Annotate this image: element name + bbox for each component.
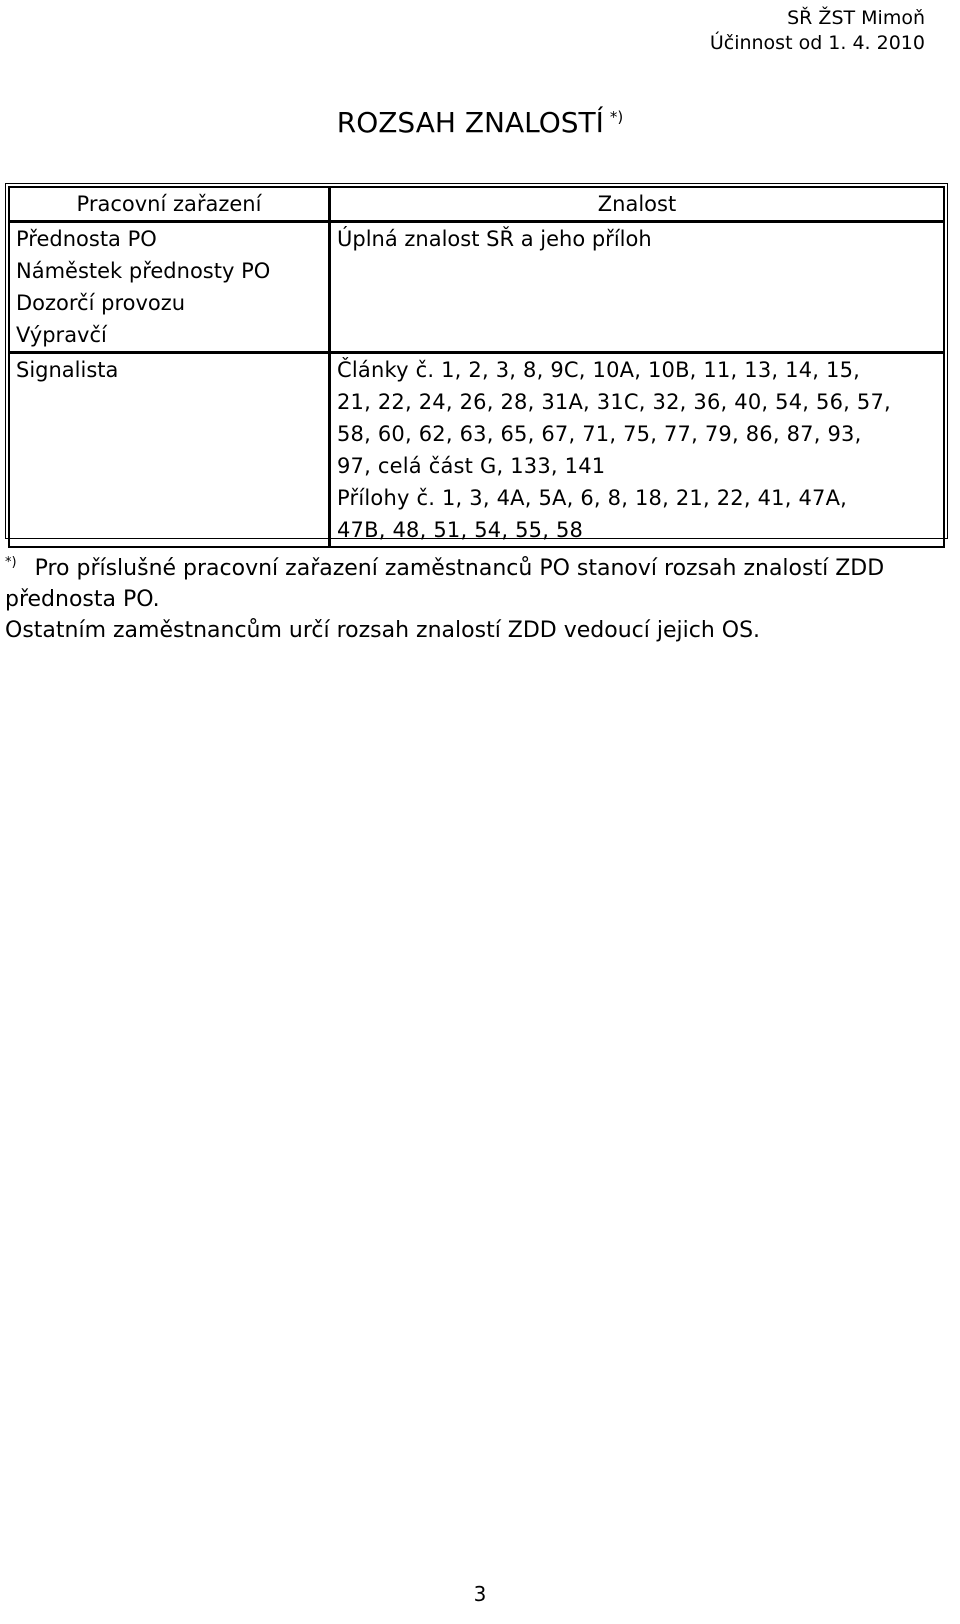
knowledge-cell <box>330 353 945 548</box>
footnote-text: Pro příslušné pracovní zařazení zaměstnanců PO stanoví rozsah znalostí ZDD <box>34 556 885 581</box>
positions-cell <box>9 353 330 548</box>
knowledge-line: 21, 22, 24, 26, 28, 31A, 31C, 32, 36, 40, 54, 56, 57, <box>337 390 891 414</box>
page-number: 3 <box>473 1582 487 1606</box>
footnote-line: Ostatním zaměstnancům určí rozsah znalostí ZDD vedoucí jejich OS. <box>5 618 761 643</box>
footnote <box>5 553 955 646</box>
footnote-marker: *) <box>5 555 17 570</box>
position-item: Náměstek přednosty PO <box>16 259 271 283</box>
column-header-knowledge: Znalost <box>330 187 945 222</box>
page-title <box>0 106 960 140</box>
position-item: Signalista <box>16 358 119 382</box>
knowledge-line: Články č. 1, 2, 3, 8, 9C, 10A, 10B, 11, 13, 14, 15, <box>337 358 861 382</box>
knowledge-line: Úplná znalost SŘ a jeho příloh <box>337 227 652 251</box>
footnote-line: přednosta PO. <box>5 587 160 612</box>
page-title-text: ROZSAH ZNALOSTÍ <box>336 106 604 139</box>
column-header-position: Pracovní zařazení <box>9 187 330 222</box>
title-footnote-marker: *) <box>609 108 624 126</box>
knowledge-line: 58, 60, 62, 63, 65, 67, 71, 75, 77, 79, 86, 87, 93, <box>337 422 862 446</box>
table-row <box>9 222 944 353</box>
header-effective-date: Účinnost od 1. 4. 2010 <box>709 32 925 54</box>
footnote-line <box>5 553 955 584</box>
knowledge-line: 97, celá část G, 133, 141 <box>337 454 606 478</box>
knowledge-line: Přílohy č. 1, 3, 4A, 5A, 6, 8, 18, 21, 22, 41, 47A, <box>337 486 848 510</box>
position-item: Přednosta PO <box>16 227 157 251</box>
header-org: SŘ ŽST Mimoň <box>787 7 925 29</box>
document-header <box>710 6 925 56</box>
knowledge-line: 47B, 48, 51, 54, 55, 58 <box>337 518 584 542</box>
table-row <box>9 353 944 548</box>
position-item: Výpravčí <box>16 323 107 347</box>
positions-cell <box>9 222 330 353</box>
position-item: Dozorčí provozu <box>16 291 186 315</box>
knowledge-cell <box>330 222 945 353</box>
table-header-row <box>9 187 944 222</box>
knowledge-table-frame <box>5 183 948 542</box>
knowledge-table <box>8 186 945 548</box>
